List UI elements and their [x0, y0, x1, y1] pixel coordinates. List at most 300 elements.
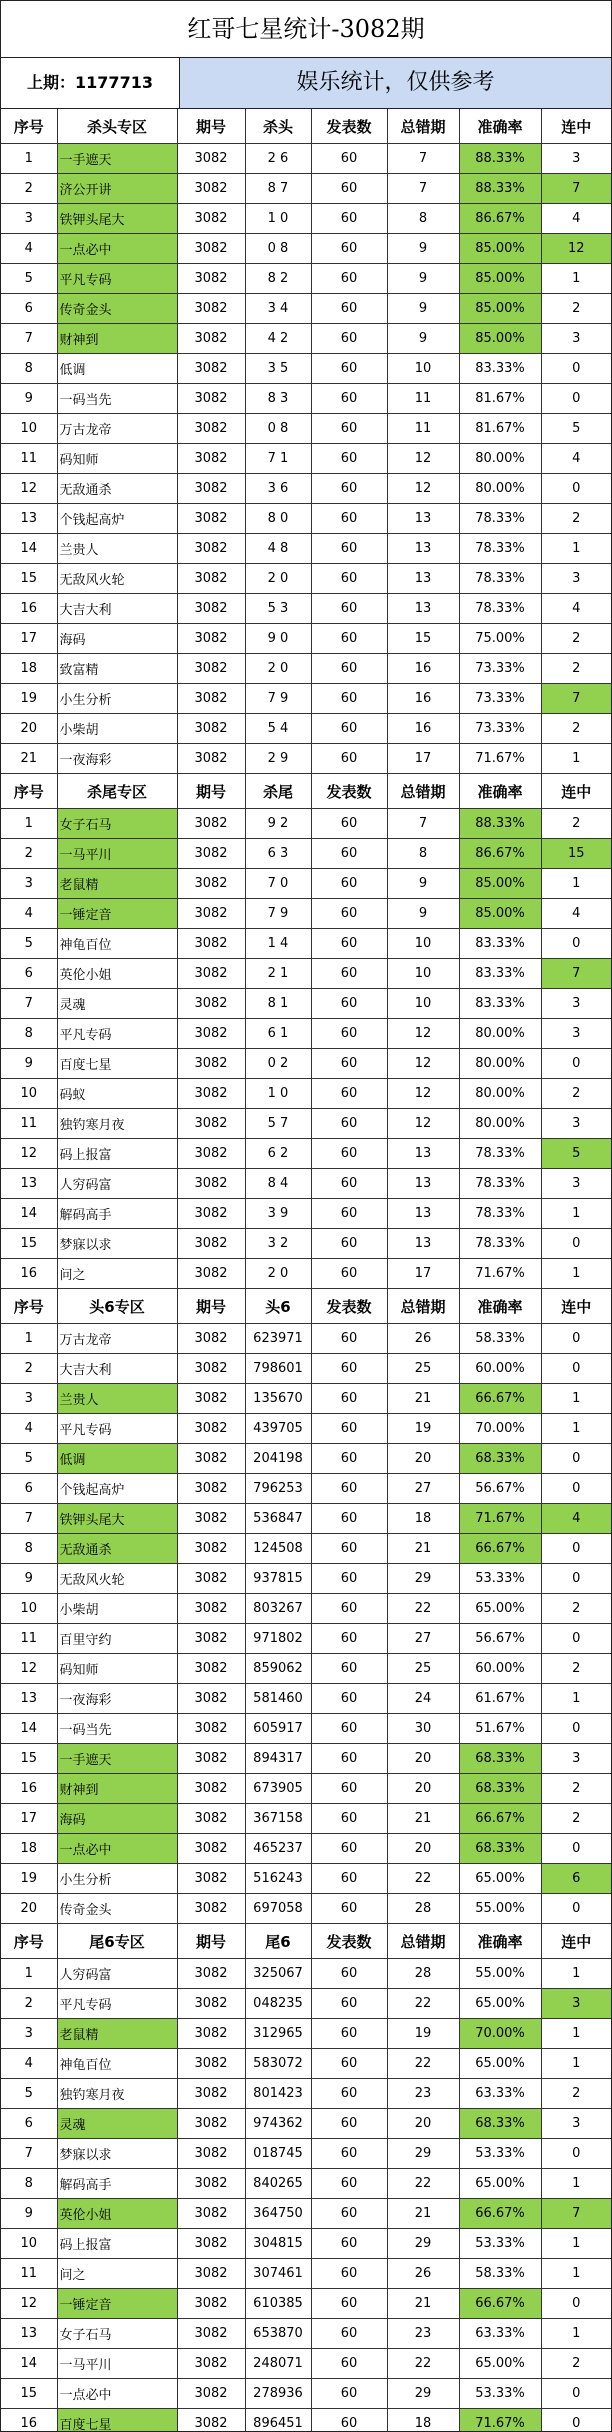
streak-cell: 0: [541, 1474, 611, 1504]
accuracy-cell: 86.67%: [459, 839, 541, 869]
predictor-name: 低调: [57, 354, 177, 384]
value-cell: 018745: [245, 2139, 311, 2169]
streak-cell: 0: [541, 474, 611, 504]
table-row: [1, 1684, 611, 1714]
predictor-name: 无敌通杀: [57, 1534, 177, 1564]
errors-cell: 9: [387, 324, 459, 354]
period-cell: 3082: [177, 534, 245, 564]
predictor-name: 解码高手: [57, 1199, 177, 1229]
accuracy-cell: 78.33%: [459, 534, 541, 564]
value-cell: 9 0: [245, 624, 311, 654]
predictor-name: 一马平川: [57, 2349, 177, 2379]
predictor-name: 灵魂: [57, 989, 177, 1019]
table-row: [1, 2019, 611, 2049]
value-cell: 581460: [245, 1684, 311, 1714]
predictor-name: 一锤定音: [57, 899, 177, 929]
header-col-accuracy: 准确率: [459, 774, 541, 809]
accuracy-cell: 83.33%: [459, 989, 541, 1019]
period-cell: 3082: [177, 1594, 245, 1624]
value-cell: 8 1: [245, 989, 311, 1019]
table-row: [1, 2259, 611, 2289]
accuracy-cell: 53.33%: [459, 2229, 541, 2259]
value-cell: 7 0: [245, 869, 311, 899]
value-cell: 894317: [245, 1744, 311, 1774]
streak-cell: 1: [541, 1959, 611, 1989]
table-row: [1, 1654, 611, 1684]
accuracy-cell: 68.33%: [459, 1834, 541, 1864]
row-index: 6: [1, 1474, 57, 1504]
errors-cell: 26: [387, 1324, 459, 1354]
table-row: [1, 534, 611, 564]
errors-cell: 27: [387, 1474, 459, 1504]
period-cell: 3082: [177, 264, 245, 294]
accuracy-cell: 65.00%: [459, 1864, 541, 1894]
streak-cell: 2: [541, 809, 611, 839]
streak-cell: 0: [541, 1354, 611, 1384]
period-cell: 3082: [177, 324, 245, 354]
row-index: 8: [1, 1019, 57, 1049]
accuracy-cell: 71.67%: [459, 744, 541, 774]
table-row: [1, 809, 611, 839]
table-row: [1, 2379, 611, 2409]
count-cell: 60: [311, 2349, 387, 2379]
table-row: [1, 839, 611, 869]
errors-cell: 22: [387, 2169, 459, 2199]
streak-cell: 7: [541, 174, 611, 204]
errors-cell: 29: [387, 2139, 459, 2169]
row-index: 2: [1, 174, 57, 204]
predictor-name: 一手遮天: [57, 144, 177, 174]
accuracy-cell: 86.67%: [459, 204, 541, 234]
table-row: [1, 474, 611, 504]
row-index: 16: [1, 594, 57, 624]
count-cell: 60: [311, 624, 387, 654]
streak-cell: 4: [541, 444, 611, 474]
table-row: [1, 1139, 611, 1169]
table-row: [1, 444, 611, 474]
table-row: [1, 2289, 611, 2319]
row-index: 16: [1, 2409, 57, 2432]
subtitle-row: [1, 58, 611, 109]
errors-cell: 15: [387, 624, 459, 654]
period-cell: 3082: [177, 1199, 245, 1229]
row-index: 18: [1, 1834, 57, 1864]
value-cell: 204198: [245, 1444, 311, 1474]
period-cell: 3082: [177, 144, 245, 174]
predictor-name: 无敌风火轮: [57, 564, 177, 594]
row-index: 4: [1, 2049, 57, 2079]
header-col-zone: 杀尾专区: [57, 774, 177, 809]
errors-cell: 22: [387, 2049, 459, 2079]
row-index: 1: [1, 1959, 57, 1989]
row-index: 2: [1, 1354, 57, 1384]
count-cell: 60: [311, 2079, 387, 2109]
streak-cell: 15: [541, 839, 611, 869]
accuracy-cell: 85.00%: [459, 899, 541, 929]
value-cell: 937815: [245, 1564, 311, 1594]
period-cell: 3082: [177, 2109, 245, 2139]
period-cell: 3082: [177, 1504, 245, 1534]
accuracy-cell: 73.33%: [459, 714, 541, 744]
accuracy-cell: 88.33%: [459, 144, 541, 174]
period-cell: 3082: [177, 899, 245, 929]
table-row: [1, 2409, 611, 2432]
row-index: 9: [1, 384, 57, 414]
count-cell: 60: [311, 1989, 387, 2019]
errors-cell: 11: [387, 384, 459, 414]
accuracy-cell: 75.00%: [459, 624, 541, 654]
row-index: 1: [1, 144, 57, 174]
predictor-name: 平凡专码: [57, 1019, 177, 1049]
predictor-name: 老鼠精: [57, 2019, 177, 2049]
accuracy-cell: 58.33%: [459, 1324, 541, 1354]
errors-cell: 8: [387, 204, 459, 234]
predictor-name: 神龟百位: [57, 2049, 177, 2079]
streak-cell: 2: [541, 714, 611, 744]
count-cell: 60: [311, 384, 387, 414]
predictor-name: 一码当先: [57, 384, 177, 414]
predictor-name: 解码高手: [57, 2169, 177, 2199]
period-cell: 3082: [177, 1534, 245, 1564]
table-row: [1, 744, 611, 774]
table-row: [1, 1624, 611, 1654]
header-col-index: 序号: [1, 1924, 57, 1959]
row-index: 4: [1, 1414, 57, 1444]
count-cell: 60: [311, 1049, 387, 1079]
predictor-name: 码上报富: [57, 2229, 177, 2259]
predictor-name: 一马平川: [57, 839, 177, 869]
streak-cell: 0: [541, 1049, 611, 1079]
value-cell: 8 0: [245, 504, 311, 534]
table-row: [1, 684, 611, 714]
errors-cell: 12: [387, 1079, 459, 1109]
streak-cell: 0: [541, 2139, 611, 2169]
accuracy-cell: 55.00%: [459, 1959, 541, 1989]
header-col-accuracy: 准确率: [459, 1924, 541, 1959]
value-cell: 974362: [245, 2109, 311, 2139]
period-cell: 3082: [177, 204, 245, 234]
predictor-name: 梦寐以求: [57, 1229, 177, 1259]
accuracy-cell: 56.67%: [459, 1624, 541, 1654]
table-row: [1, 204, 611, 234]
table-row: [1, 1414, 611, 1444]
row-index: 9: [1, 2199, 57, 2229]
streak-cell: 2: [541, 2079, 611, 2109]
period-cell: 3082: [177, 294, 245, 324]
table-row: [1, 234, 611, 264]
streak-cell: 3: [541, 564, 611, 594]
header-col-zone: 头6专区: [57, 1289, 177, 1324]
accuracy-cell: 71.67%: [459, 2409, 541, 2432]
accuracy-cell: 65.00%: [459, 1594, 541, 1624]
period-cell: 3082: [177, 2409, 245, 2432]
predictor-name: 海码: [57, 624, 177, 654]
streak-cell: 1: [541, 2019, 611, 2049]
count-cell: 60: [311, 2139, 387, 2169]
accuracy-cell: 78.33%: [459, 1229, 541, 1259]
accuracy-cell: 80.00%: [459, 1019, 541, 1049]
errors-cell: 25: [387, 1654, 459, 1684]
row-index: 16: [1, 1259, 57, 1289]
errors-cell: 13: [387, 1199, 459, 1229]
period-cell: 3082: [177, 474, 245, 504]
errors-cell: 29: [387, 2379, 459, 2409]
predictor-name: 独钓寒月夜: [57, 2079, 177, 2109]
count-cell: 60: [311, 1654, 387, 1684]
errors-cell: 12: [387, 1019, 459, 1049]
value-cell: 610385: [245, 2289, 311, 2319]
predictor-name: 码知师: [57, 444, 177, 474]
accuracy-cell: 71.67%: [459, 1504, 541, 1534]
value-cell: 7 9: [245, 899, 311, 929]
errors-cell: 28: [387, 1959, 459, 1989]
row-index: 7: [1, 324, 57, 354]
streak-cell: 0: [541, 1534, 611, 1564]
period-cell: 3082: [177, 1959, 245, 1989]
count-cell: 60: [311, 1864, 387, 1894]
header-col-streak: 连中: [541, 1289, 611, 1324]
period-cell: 3082: [177, 959, 245, 989]
count-cell: 60: [311, 354, 387, 384]
period-cell: 3082: [177, 1444, 245, 1474]
streak-cell: 3: [541, 1109, 611, 1139]
table-row: [1, 654, 611, 684]
table-row: [1, 1959, 611, 1989]
streak-cell: 1: [541, 1259, 611, 1289]
period-cell: 3082: [177, 2199, 245, 2229]
predictor-name: 一夜海彩: [57, 744, 177, 774]
count-cell: 60: [311, 1624, 387, 1654]
stats-table: [1, 109, 611, 2432]
row-index: 5: [1, 2079, 57, 2109]
value-cell: 124508: [245, 1534, 311, 1564]
table-row: [1, 1199, 611, 1229]
streak-cell: 0: [541, 1229, 611, 1259]
errors-cell: 13: [387, 564, 459, 594]
period-cell: 3082: [177, 234, 245, 264]
table-row: [1, 624, 611, 654]
predictor-name: 一手遮天: [57, 1744, 177, 1774]
value-cell: 3 9: [245, 1199, 311, 1229]
period-cell: 3082: [177, 504, 245, 534]
predictor-name: 平凡专码: [57, 1989, 177, 2019]
errors-cell: 12: [387, 444, 459, 474]
accuracy-cell: 78.33%: [459, 504, 541, 534]
period-cell: 3082: [177, 174, 245, 204]
errors-cell: 21: [387, 1804, 459, 1834]
table-row: [1, 384, 611, 414]
table-row: [1, 1019, 611, 1049]
predictor-name: 平凡专码: [57, 1414, 177, 1444]
count-cell: 60: [311, 2409, 387, 2432]
streak-cell: 5: [541, 1139, 611, 1169]
table-row: [1, 2349, 611, 2379]
row-index: 8: [1, 1534, 57, 1564]
predictor-name: 大吉大利: [57, 594, 177, 624]
accuracy-cell: 66.67%: [459, 1534, 541, 1564]
errors-cell: 16: [387, 714, 459, 744]
period-cell: 3082: [177, 1079, 245, 1109]
value-cell: 4 8: [245, 534, 311, 564]
value-cell: 840265: [245, 2169, 311, 2199]
value-cell: 1 4: [245, 929, 311, 959]
streak-cell: 1: [541, 264, 611, 294]
streak-cell: 0: [541, 1894, 611, 1924]
count-cell: 60: [311, 2169, 387, 2199]
period-cell: 3082: [177, 929, 245, 959]
count-cell: 60: [311, 989, 387, 1019]
count-cell: 60: [311, 174, 387, 204]
accuracy-cell: 78.33%: [459, 1199, 541, 1229]
period-cell: 3082: [177, 2049, 245, 2079]
period-cell: 3082: [177, 354, 245, 384]
streak-cell: 2: [541, 1804, 611, 1834]
table-row: [1, 2139, 611, 2169]
period-cell: 3082: [177, 1169, 245, 1199]
errors-cell: 22: [387, 1594, 459, 1624]
predictor-name: 一点必中: [57, 234, 177, 264]
row-index: 15: [1, 564, 57, 594]
period-cell: 3082: [177, 624, 245, 654]
value-cell: 439705: [245, 1414, 311, 1444]
period-cell: 3082: [177, 1474, 245, 1504]
value-cell: 1 0: [245, 1079, 311, 1109]
row-index: 10: [1, 1594, 57, 1624]
count-cell: 60: [311, 744, 387, 774]
count-cell: 60: [311, 324, 387, 354]
streak-cell: 2: [541, 504, 611, 534]
count-cell: 60: [311, 809, 387, 839]
streak-cell: 0: [541, 2379, 611, 2409]
period-cell: 3082: [177, 2289, 245, 2319]
period-cell: 3082: [177, 1109, 245, 1139]
accuracy-cell: 73.33%: [459, 654, 541, 684]
errors-cell: 7: [387, 174, 459, 204]
table-row: [1, 324, 611, 354]
period-cell: 3082: [177, 1354, 245, 1384]
last-period-label: 上期：1177713: [1, 58, 180, 108]
count-cell: 60: [311, 1414, 387, 1444]
header-col-count: 发表数: [311, 1289, 387, 1324]
row-index: 11: [1, 1109, 57, 1139]
header-col-value: 杀尾: [245, 774, 311, 809]
streak-cell: 3: [541, 1989, 611, 2019]
value-cell: 8 7: [245, 174, 311, 204]
count-cell: 60: [311, 144, 387, 174]
header-col-errors: 总错期: [387, 109, 459, 144]
value-cell: 278936: [245, 2379, 311, 2409]
predictor-name: 小柴胡: [57, 1594, 177, 1624]
value-cell: 367158: [245, 1804, 311, 1834]
table-body: [1, 109, 611, 2432]
period-cell: 3082: [177, 869, 245, 899]
value-cell: 971802: [245, 1624, 311, 1654]
streak-cell: 3: [541, 989, 611, 1019]
table-row: [1, 2169, 611, 2199]
table-row: [1, 294, 611, 324]
errors-cell: 21: [387, 2289, 459, 2319]
predictor-name: 个钱起高炉: [57, 1474, 177, 1504]
accuracy-cell: 80.00%: [459, 1049, 541, 1079]
streak-cell: 0: [541, 929, 611, 959]
header-col-value: 尾6: [245, 1924, 311, 1959]
errors-cell: 22: [387, 1864, 459, 1894]
accuracy-cell: 70.00%: [459, 1414, 541, 1444]
table-row: [1, 2199, 611, 2229]
row-index: 14: [1, 1199, 57, 1229]
period-cell: 3082: [177, 809, 245, 839]
predictor-name: 铁钾头尾大: [57, 1504, 177, 1534]
period-cell: 3082: [177, 2079, 245, 2109]
predictor-name: 百里守约: [57, 1624, 177, 1654]
table-row: [1, 1474, 611, 1504]
streak-cell: 1: [541, 2259, 611, 2289]
streak-cell: 0: [541, 1324, 611, 1354]
streak-cell: 4: [541, 1504, 611, 1534]
row-index: 12: [1, 1654, 57, 1684]
period-cell: 3082: [177, 1774, 245, 1804]
predictor-name: 小生分析: [57, 1864, 177, 1894]
value-cell: 048235: [245, 1989, 311, 2019]
accuracy-cell: 56.67%: [459, 1474, 541, 1504]
errors-cell: 21: [387, 2199, 459, 2229]
value-cell: 697058: [245, 1894, 311, 1924]
errors-cell: 9: [387, 234, 459, 264]
accuracy-cell: 63.33%: [459, 2079, 541, 2109]
errors-cell: 23: [387, 2079, 459, 2109]
errors-cell: 20: [387, 1774, 459, 1804]
value-cell: 2 9: [245, 744, 311, 774]
count-cell: 60: [311, 234, 387, 264]
errors-cell: 11: [387, 414, 459, 444]
table-row: [1, 1324, 611, 1354]
accuracy-cell: 60.00%: [459, 1654, 541, 1684]
streak-cell: 2: [541, 654, 611, 684]
row-index: 14: [1, 1714, 57, 1744]
table-row: [1, 2319, 611, 2349]
period-cell: 3082: [177, 564, 245, 594]
value-cell: 623971: [245, 1324, 311, 1354]
accuracy-cell: 73.33%: [459, 684, 541, 714]
streak-cell: 1: [541, 2049, 611, 2079]
table-row: [1, 2079, 611, 2109]
table-row: [1, 1834, 611, 1864]
errors-cell: 7: [387, 809, 459, 839]
errors-cell: 9: [387, 869, 459, 899]
count-cell: 60: [311, 1444, 387, 1474]
accuracy-cell: 78.33%: [459, 1169, 541, 1199]
errors-cell: 16: [387, 654, 459, 684]
count-cell: 60: [311, 534, 387, 564]
row-index: 10: [1, 414, 57, 444]
count-cell: 60: [311, 1474, 387, 1504]
value-cell: 6 2: [245, 1139, 311, 1169]
table-row: [1, 594, 611, 624]
row-index: 13: [1, 2319, 57, 2349]
row-index: 13: [1, 1684, 57, 1714]
value-cell: 8 3: [245, 384, 311, 414]
row-index: 5: [1, 929, 57, 959]
value-cell: 3 6: [245, 474, 311, 504]
period-cell: 3082: [177, 1684, 245, 1714]
value-cell: 304815: [245, 2229, 311, 2259]
period-cell: 3082: [177, 414, 245, 444]
value-cell: 8 2: [245, 264, 311, 294]
errors-cell: 29: [387, 1564, 459, 1594]
streak-cell: 0: [541, 1564, 611, 1594]
streak-cell: 4: [541, 204, 611, 234]
value-cell: 516243: [245, 1864, 311, 1894]
